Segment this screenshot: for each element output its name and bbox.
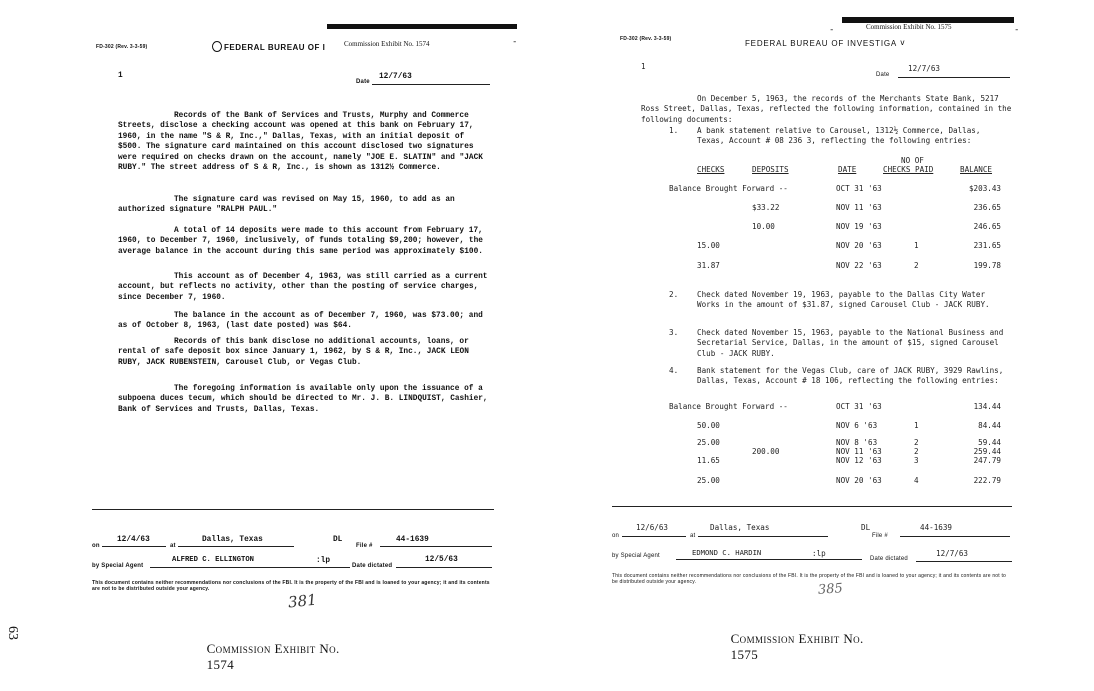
caption-prefix: Commission Exhibit No. bbox=[206, 641, 340, 656]
cell-checks: 11.65 bbox=[697, 456, 720, 465]
interview-place: Dallas, Texas bbox=[202, 536, 263, 544]
header-checks: CHECKS bbox=[697, 165, 725, 174]
cell-checks: 15.00 bbox=[697, 241, 720, 250]
date-label: Date bbox=[356, 79, 370, 85]
cell-deposits: $33.22 bbox=[752, 203, 780, 212]
cell-date: NOV 8 '63 bbox=[836, 438, 878, 447]
cell-balance: 231.65 bbox=[973, 241, 1001, 250]
file-underline bbox=[380, 546, 492, 547]
item-2-text: Check dated November 19, 1963, payable to the Dallas City Water Works in the amount of $31.87, signed Carousel Club - JACK RUBY. bbox=[697, 290, 990, 310]
at-label: at bbox=[690, 533, 696, 539]
date-underline bbox=[372, 84, 490, 85]
cell-paid: 3 bbox=[914, 456, 919, 465]
exhibit-stamp: Commission Exhibit No. 1574 bbox=[344, 40, 430, 48]
header-balance: BALANCE bbox=[960, 165, 993, 174]
date-label: Date bbox=[876, 72, 890, 78]
item-1-number: 1. bbox=[669, 126, 679, 135]
cell-date: NOV 20 '63 bbox=[836, 241, 882, 250]
intro-para: On December 5, 1963, the records of the Merchants State Bank, 5217 Ross Street, Dallas, Texas, reflected the following information, contained in the following documents: bbox=[641, 94, 1012, 124]
para-2: The signature card was revised on May 15, 1960, to add as an authorized signature "RALPH PAUL." bbox=[118, 196, 455, 215]
footer-rule bbox=[92, 509, 494, 510]
exhibit-stamp: Commission Exhibit No. 1575 bbox=[866, 23, 952, 31]
para-1: Records of the Bank of Services and Trusts, Murphy and Commerce Streets, disclose a checking account was opened at this bank on February 17, 1960, in the name "S & R, Inc.," Dallas, Texas, with an initial deposit of $500. The signature card maintained on this account disclosed two signatures were required on checks drawn on the account, namely "JOE E. SLATIN" and "JACK RUBY." The street address of S & R, Inc., is shown as 1312½ Commerce. bbox=[118, 112, 483, 173]
file-number: 44-1639 bbox=[396, 536, 429, 544]
office-code: DL bbox=[861, 523, 871, 532]
dash-mark: - bbox=[829, 25, 835, 35]
agent-underline bbox=[676, 559, 862, 560]
date-underline bbox=[898, 77, 1010, 78]
dictated-underline bbox=[916, 561, 1012, 562]
cell-balance: 222.79 bbox=[973, 476, 1001, 485]
cell-balance: 259.44 bbox=[973, 447, 1001, 456]
disclaimer: This document contains neither recommendations nor conclusions of the FBI. It is the property of the FBI and is loaned to your agency; it and its contents are not to be distributed outside your agency. bbox=[92, 580, 490, 592]
dictated-label: Date dictated bbox=[870, 556, 908, 562]
on-underline bbox=[102, 546, 166, 547]
interview-date: 12/4/63 bbox=[117, 536, 150, 544]
file-number: 44-1639 bbox=[920, 523, 953, 532]
cell-label: Balance Brought Forward -- bbox=[669, 402, 788, 411]
agent-initials: :lp bbox=[316, 557, 331, 565]
page-num: 1 bbox=[641, 62, 646, 71]
cell-balance: $203.43 bbox=[968, 184, 1001, 193]
para-7: The foregoing information is available only upon the issuance of a subpoena duces tecum, which should be directed to Mr. J. B. LINDQUIST, Cashier, Bank of Services and Trusts, Dallas, Texas. bbox=[118, 385, 488, 414]
agent-name: ALFRED C. ELLINGTON bbox=[172, 556, 254, 564]
cell-date: NOV 11 '63 bbox=[836, 203, 882, 212]
file-label: File # bbox=[356, 543, 373, 549]
cell-balance: 236.65 bbox=[973, 203, 1001, 212]
item-2-number: 2. bbox=[669, 290, 679, 299]
cell-paid: 1 bbox=[914, 241, 919, 250]
cell-balance: 84.44 bbox=[978, 421, 1001, 430]
file-underline bbox=[900, 536, 1010, 537]
agency-header: FEDERAL BUREAU OF I bbox=[224, 43, 326, 52]
v-mark: v bbox=[900, 38, 905, 47]
fbi-circle-mark bbox=[212, 41, 222, 52]
cell-paid: 2 bbox=[914, 261, 919, 270]
cell-date: NOV 20 '63 bbox=[836, 476, 882, 485]
cell-balance: 59.44 bbox=[978, 438, 1001, 447]
item-4-text: Bank statement for the Vegas Club, care of JACK RUBY, 3929 Rawlins, Dallas, Texas, Account # 18 106, reflecting the following entries: bbox=[697, 366, 1004, 386]
item-3-number: 3. bbox=[669, 328, 679, 337]
stamp-bar bbox=[327, 24, 517, 29]
para-3: A total of 14 deposits were made to this account from February 17, 1960, to December 7, 1960, inclusively, of funds totaling $9,200; however, the average balance in the account during this same period was approximately $100. bbox=[118, 227, 483, 256]
agent-underline bbox=[150, 567, 350, 568]
on-label: on bbox=[612, 533, 620, 539]
cell-checks: 50.00 bbox=[697, 421, 720, 430]
dash-mark: - bbox=[512, 37, 518, 47]
footer-rule bbox=[612, 506, 1012, 507]
cell-date: OCT 31 '63 bbox=[836, 184, 882, 193]
cell-date: OCT 31 '63 bbox=[836, 402, 882, 411]
dictated-date: 12/7/63 bbox=[936, 549, 969, 558]
on-underline bbox=[622, 536, 686, 537]
interview-date: 12/6/63 bbox=[636, 523, 669, 532]
page-number: 63 bbox=[5, 626, 20, 640]
agent-initials: :lp bbox=[812, 549, 826, 558]
cell-checks: 31.87 bbox=[697, 261, 720, 270]
page-num: 1 bbox=[118, 72, 123, 80]
file-label: File # bbox=[872, 533, 888, 539]
handwritten-page-number: 381 bbox=[287, 590, 318, 612]
cell-deposits: 10.00 bbox=[752, 222, 775, 231]
cell-paid: 1 bbox=[914, 421, 919, 430]
exhibit-caption bbox=[192, 625, 340, 689]
dictated-underline bbox=[396, 567, 492, 568]
agent-name: EDMOND C. HARDIN bbox=[692, 548, 762, 557]
cell-date: NOV 6 '63 bbox=[836, 421, 878, 430]
cell-date: NOV 11 '63 bbox=[836, 447, 882, 456]
para-4: This account as of December 4, 1963, was still carried as a current account, but reflects no activity, other than the posting of service charges, since December 7, 1960. bbox=[118, 273, 488, 302]
cell-date: NOV 12 '63 bbox=[836, 456, 882, 465]
exhibit-caption bbox=[716, 615, 864, 679]
cell-balance: 247.79 bbox=[973, 456, 1001, 465]
form-number: FD-302 (Rev. 3-3-59) bbox=[96, 44, 148, 50]
on-label: on bbox=[92, 543, 100, 549]
para-6: Records of this bank disclose no additional accounts, loans, or rental of safe deposit box since January 1, 1962, by S & R, Inc., JACK LEON RUBY, JACK RUBENSTEIN, Carousel Club, or Vegas Club. bbox=[118, 338, 469, 367]
office-code: DL bbox=[333, 536, 343, 544]
agency-header: FEDERAL BUREAU OF INVESTIGA bbox=[745, 39, 897, 48]
form-number: FD-302 (Rev. 3-3-59) bbox=[620, 36, 672, 42]
header-no-of: NO OF bbox=[901, 156, 924, 165]
cell-paid: 2 bbox=[914, 438, 919, 447]
header-deposits: DEPOSITS bbox=[752, 165, 789, 174]
caption-number: 1575 bbox=[730, 647, 759, 662]
cell-label: Balance Brought Forward -- bbox=[669, 184, 788, 193]
dash-mark-right: - bbox=[1014, 25, 1020, 35]
cell-balance: 134.44 bbox=[973, 402, 1001, 411]
item-1-text: A bank statement relative to Carousel, 1312½ Commerce, Dallas, Texas, Account # 08 236 3, reflecting the following entries: bbox=[697, 126, 981, 146]
caption-prefix: Commission Exhibit No. bbox=[730, 631, 864, 646]
item-4-number: 4. bbox=[669, 366, 679, 375]
cell-date: NOV 19 '63 bbox=[836, 222, 882, 231]
cell-checks: 25.00 bbox=[697, 476, 720, 485]
dictated-date: 12/5/63 bbox=[425, 556, 458, 564]
cell-date: NOV 22 '63 bbox=[836, 261, 882, 270]
handwritten-page-number: 385 bbox=[817, 581, 844, 598]
report-date: 12/7/63 bbox=[379, 73, 412, 81]
cell-balance: 199.78 bbox=[973, 261, 1001, 270]
by-label: by Special Agent bbox=[612, 553, 660, 559]
caption-number: 1574 bbox=[206, 657, 235, 672]
item-3-text: Check dated November 15, 1963, payable to the National Business and Secretarial Service, Dallas, in the amount of $15, signed Carousel Club - JACK RUBY. bbox=[697, 328, 1004, 358]
cell-balance: 246.65 bbox=[973, 222, 1001, 231]
header-date: DATE bbox=[838, 165, 857, 174]
header-checks-paid: CHECKS PAID bbox=[883, 165, 934, 174]
cell-checks: 25.00 bbox=[697, 438, 720, 447]
at-underline bbox=[178, 546, 294, 547]
para-5: The balance in the account as of December 7, 1960, was $73.00; and as of October 8, 1963, (last date posted) was $64. bbox=[118, 312, 483, 331]
interview-place: Dallas, Texas bbox=[710, 523, 770, 532]
disclaimer: This document contains neither recommendations nor conclusions of the FBI. It is the property of the FBI and is loaned to your agency; it and its contents are not to be distributed outside your agency. bbox=[612, 573, 1007, 585]
report-date: 12/7/63 bbox=[908, 64, 941, 73]
by-label: by Special Agent bbox=[92, 563, 144, 569]
cell-paid: 2 bbox=[914, 447, 919, 456]
cell-paid: 4 bbox=[914, 476, 919, 485]
at-label: at bbox=[170, 543, 176, 549]
at-underline bbox=[698, 536, 828, 537]
dictated-label: Date dictated bbox=[352, 563, 393, 569]
cell-deposits: 200.00 bbox=[752, 447, 780, 456]
